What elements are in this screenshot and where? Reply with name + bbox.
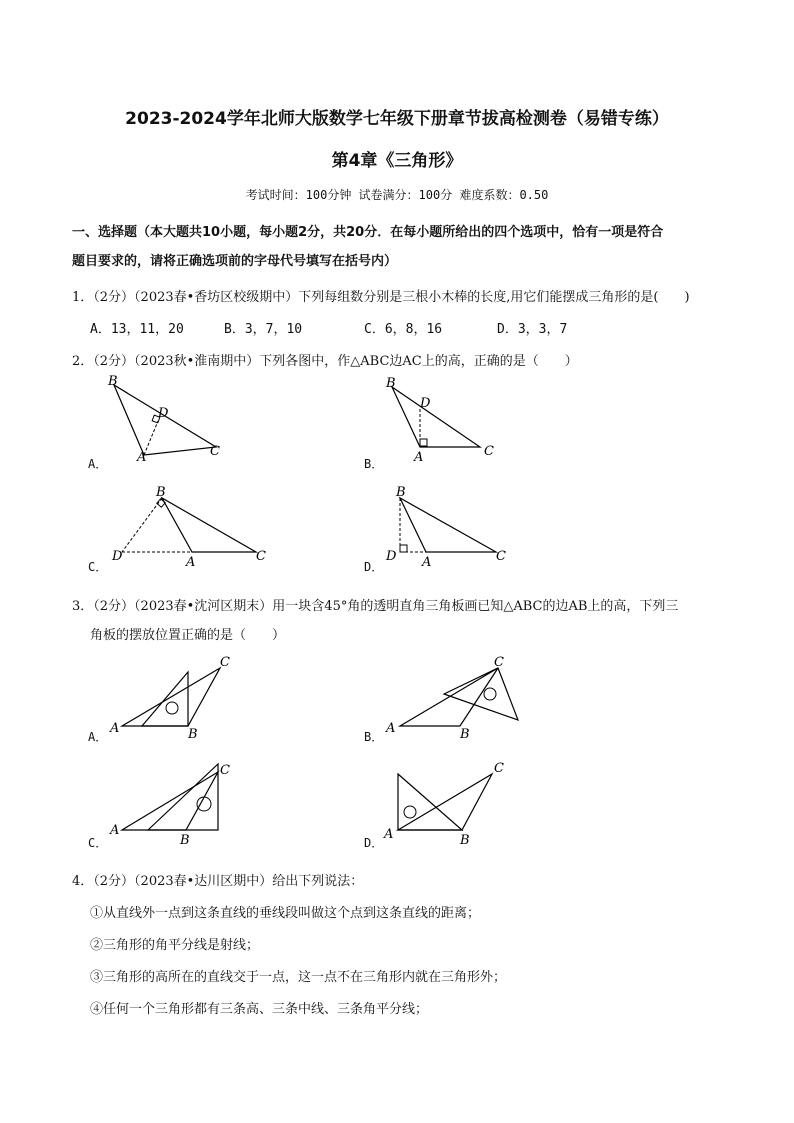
- q1-option-d: D．3，3，7: [497, 322, 568, 337]
- q2b-label-d: D: [420, 396, 431, 411]
- q3-label-d: D．: [364, 836, 384, 850]
- q3c-label-a: A: [110, 823, 120, 838]
- q3b-label-a: A: [386, 721, 396, 736]
- q2d-label-b: B: [396, 485, 406, 500]
- q2-stem: 2．（2分）（2023秋•淮南期中）下列各图中，作△ABC边AC上的高，正确的是（ ）: [72, 354, 578, 369]
- q3d-label-b: B: [460, 833, 470, 848]
- q3-figure-b: [384, 652, 534, 742]
- q4-stem: 4．（2分）（2023春•达川区期中）给出下列说法：: [72, 874, 364, 889]
- q3-figure-c: [108, 758, 238, 848]
- q2b-label-a: A: [414, 450, 424, 465]
- q3-stem-line2: 角板的摆放位置正确的是（ ）: [90, 628, 286, 643]
- q2b-label-b: B: [386, 376, 396, 391]
- q3-stem-line1: 3．（2分）（2023春•沈河区期末）用一块含45°角的透明直角三角板画已知△ABC的边AB上的高，下列三: [72, 599, 679, 614]
- q2a-label-c: C: [210, 444, 220, 459]
- q3a-label-a: A: [110, 721, 120, 736]
- q4-item-2: ②三角形的角平分线是射线；: [90, 938, 260, 953]
- q4-item-3: ③三角形的高所在的直线交于一点，这一点不在三角形内就在三角形外；: [90, 970, 507, 985]
- q2b-label-c: C: [484, 444, 494, 459]
- q2-label-b: B．: [364, 457, 384, 471]
- q3-label-c: C．: [88, 836, 108, 850]
- q2c-label-a: A: [186, 555, 196, 570]
- q1-option-c: C．6，8，16: [364, 322, 443, 337]
- q2-label-c: C．: [88, 560, 108, 574]
- q1-stem: 1．（2分）（2023春•香坊区校级期中）下列每组数分别是三根小木棒的长度,用它们能摆成三角形的是( ): [72, 290, 690, 305]
- q2-figure-a: [100, 375, 240, 465]
- q4-item-4: ④任何一个三角形都有三条高、三条中线、三条角平分线；: [90, 1002, 429, 1017]
- section-heading-line1: 一、选择题（本大题共10小题，每小题2分，共20分．在每小题所给出的四个选项中，恰有一项是符合: [72, 225, 664, 240]
- q3b-label-c: C: [494, 655, 504, 670]
- q3d-label-c: C: [494, 761, 504, 776]
- q2a-label-b: B: [108, 374, 118, 389]
- q3-label-a: A．: [88, 730, 108, 744]
- q2a-label-a: A: [137, 450, 147, 465]
- q2d-label-c: C: [496, 549, 506, 564]
- q2d-label-d: D: [386, 549, 397, 564]
- exam-info: 考试时间：100分钟 试卷满分：100分 难度系数：0.50: [245, 188, 549, 202]
- section-heading-line2: 题目要求的，请将正确选项前的字母代号填写在括号内）: [72, 254, 398, 269]
- q3d-label-a: A: [384, 827, 394, 842]
- q2-figure-b: [380, 375, 520, 465]
- q2-label-a: A．: [88, 457, 108, 471]
- q2a-label-d: D: [158, 406, 169, 421]
- q2c-label-c: C: [256, 549, 266, 564]
- q1-option-b: B．3，7，10: [224, 322, 303, 337]
- q2d-label-a: A: [422, 555, 432, 570]
- q3c-label-b: B: [180, 833, 190, 848]
- q3a-label-b: B: [188, 727, 198, 742]
- q2-figure-d: [384, 480, 524, 570]
- q3-figure-d: [382, 758, 522, 848]
- q1-option-a: A．13，11，20: [90, 322, 184, 337]
- q3c-label-c: C: [220, 763, 230, 778]
- q2-label-d: D．: [364, 560, 384, 574]
- q2c-label-b: B: [156, 485, 166, 500]
- q4-item-1: ①从直线外一点到这条直线的垂线段叫做这个点到这条直线的距离；: [90, 906, 481, 921]
- q3-figure-a: [108, 652, 238, 742]
- q3a-label-c: C: [220, 655, 230, 670]
- q3-label-b: B．: [364, 730, 384, 744]
- q2-figure-c: [110, 480, 270, 570]
- q2c-label-d: D: [112, 549, 123, 564]
- exam-title: 2023-2024学年北师大版数学七年级下册章节拔高检测卷（易错专练）: [125, 109, 669, 129]
- q3b-label-b: B: [460, 727, 470, 742]
- chapter-title: 第4章《三角形》: [331, 151, 463, 171]
